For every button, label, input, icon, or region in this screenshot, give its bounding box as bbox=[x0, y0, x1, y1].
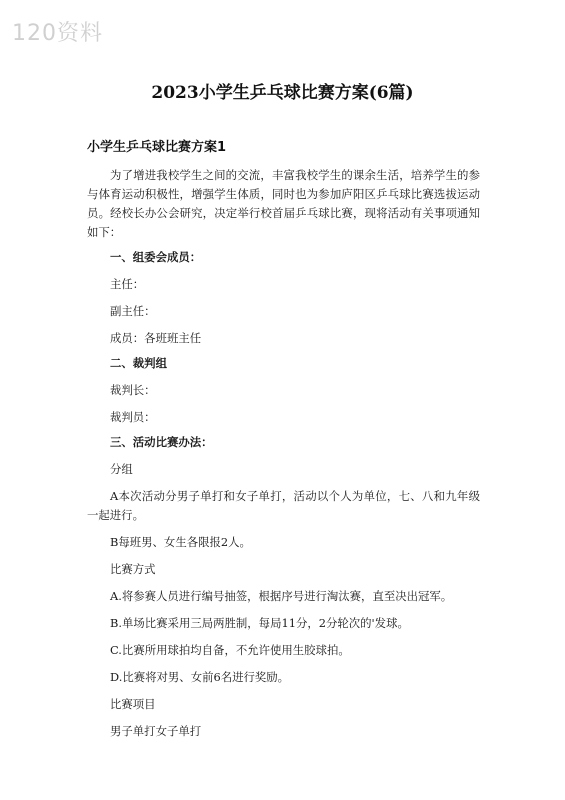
intro-paragraph: 为了增进我校学生之间的交流，丰富我校学生的课余生活，培养学生的参与体育运动积极性，增强学生体质，同时也为参加庐阳区乒乓球比赛选拔运动员。经校长办公会研究，决定举行校首届乒乓球比赛，现将活动有关事项通知如下： bbox=[87, 168, 480, 239]
heading-committee: 一、组委会成员： bbox=[110, 250, 202, 264]
rule-c-line: C.比赛所用球拍均自备，不允许使用生胶球拍。 bbox=[110, 643, 350, 657]
referees-line: 裁判员： bbox=[110, 410, 156, 424]
vice-director-line: 副主任： bbox=[110, 304, 156, 318]
group-a-paragraph: A本次活动分男子单打和女子单打，活动以个人为单位，七、八和九年级一起进行。 bbox=[87, 489, 480, 522]
document-body bbox=[87, 166, 480, 741]
heading-rules: 三、活动比赛办法： bbox=[110, 435, 213, 449]
members-line: 成员：各班班主任 bbox=[110, 331, 202, 345]
heading-referees: 二、裁判组 bbox=[110, 356, 167, 370]
document-title: 2023小学生乒乓球比赛方案(6篇) bbox=[151, 83, 414, 103]
watermark-logo: 120资料 bbox=[12, 21, 103, 46]
format-line: 比赛方式 bbox=[110, 562, 156, 576]
rule-d-line: D.比赛将对男、女前6名进行奖励。 bbox=[110, 670, 290, 684]
chief-referee-line: 裁判长： bbox=[110, 383, 156, 397]
rule-b-line: B.单场比赛采用三局两胜制，每局11分，2分轮次的'发球。 bbox=[110, 616, 409, 630]
director-line: 主任： bbox=[110, 277, 145, 291]
rule-a-line: A.将参赛人员进行编号抽签，根据序号进行淘汰赛，直至决出冠军。 bbox=[110, 589, 453, 603]
events-list-line: 男子单打女子单打 bbox=[110, 724, 202, 738]
events-line: 比赛项目 bbox=[110, 697, 156, 711]
grouping-line: 分组 bbox=[110, 462, 133, 476]
section-title: 小学生乒乓球比赛方案1 bbox=[87, 140, 227, 155]
group-b-line: B每班男、女生各限报2人。 bbox=[110, 535, 251, 549]
